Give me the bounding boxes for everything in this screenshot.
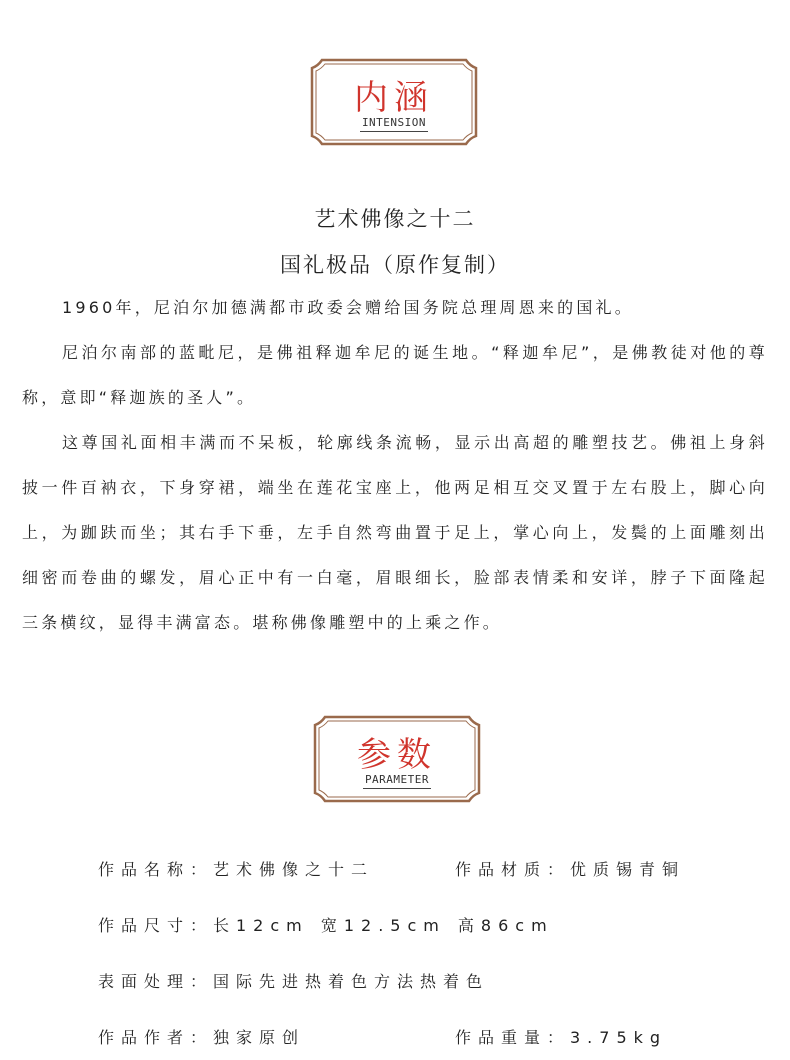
section-title-cn: 参数: [357, 735, 437, 775]
section-title-en: PARAMETER: [364, 773, 430, 786]
main-title: 艺术佛像之十二: [314, 207, 476, 231]
param-author: 作品作者：独家原创: [98, 1028, 306, 1047]
paragraph-intro: 1960年，尼泊尔加德满都市政委会赠给国务院总理周恩来的国礼。: [62, 298, 634, 317]
title-underline: [363, 788, 431, 789]
section-title-cn: 内涵: [354, 78, 434, 118]
param-weight: 作品重量：3.75kg: [455, 1028, 668, 1047]
section-badge-parameter: [313, 715, 481, 803]
paragraph-birthplace: 尼泊尔南部的蓝毗尼，是佛祖释迦牟尼的诞生地。“释迦牟尼”，是佛教徒对他的尊称，意即“释迦族的圣人”。: [22, 343, 768, 407]
paragraph-description: 这尊国礼面相丰满而不呆板，轮廓线条流畅，显示出高超的雕塑技艺。佛祖上身斜披一件百衲衣，下身穿裙，端坐在莲花宝座上，他两足相互交叉置于左右股上，脚心向上，为跏趺而坐；其右手下垂，左手自然弯曲置于足上，掌心向上，发鬓的上面雕刻出细密而卷曲的螺发，眉心正中有一白毫，眉眼细长，脸部表情柔和安详，脖子下面隆起三条横纹，显得丰满富态。堪称佛像雕塑中的上乘之作。: [22, 433, 768, 632]
param-surface: 表面处理：国际先进热着色方法热着色: [98, 972, 490, 991]
section-badge-intension: [310, 58, 478, 146]
section-title-en: INTENSION: [361, 116, 427, 129]
sub-title: 国礼极品（原作复制）: [280, 253, 510, 277]
title-underline: [360, 131, 428, 132]
param-material: 作品材质：优质锡青铜: [455, 860, 686, 879]
param-size: 作品尺寸：长12cm 宽12.5cm 高86cm: [98, 916, 554, 935]
param-name: 作品名称：艺术佛像之十二: [98, 860, 375, 879]
